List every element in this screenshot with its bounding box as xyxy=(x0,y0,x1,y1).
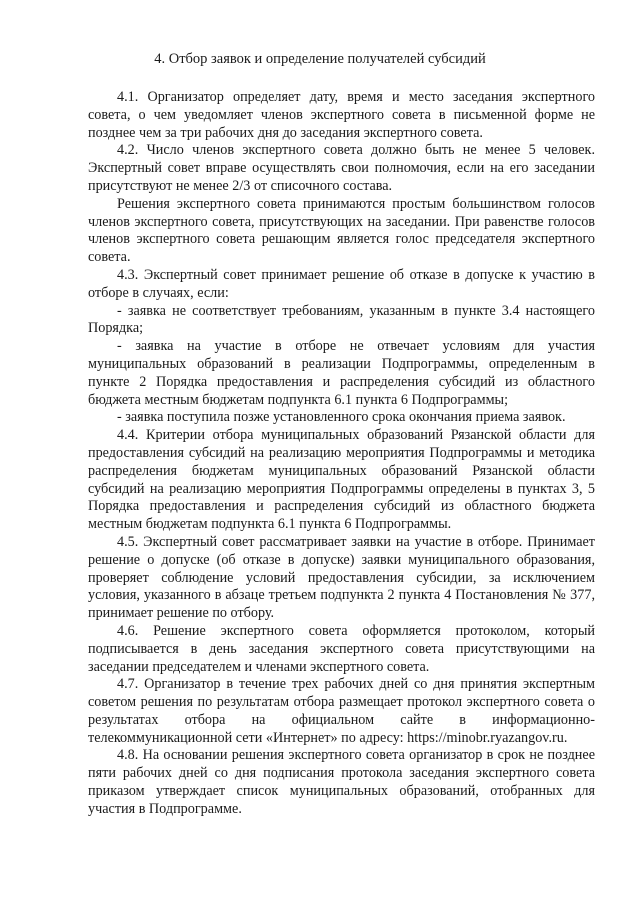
paragraph-4-5: 4.5. Экспертный совет рассматривает заявки на участие в отборе. Принимает решение о допуске (об отказе в допуске) заявки муниципального образования, проверяет соблюдение условий предоставления субсидии, за исключением условия, указанного в абзаце третьем подпункта 2 пункта 4 Постановления № 377, принимает решение по отбору. xyxy=(88,533,595,622)
rejection-reasons-list xyxy=(88,303,595,428)
paragraph-4-1: 4.1. Организатор определяет дату, время и место заседания экспертного совета, о чем уведомляет членов экспертного совета в письменной форме не позднее чем за три рабочих дня до заседания экспертного совета. xyxy=(88,89,595,141)
paragraph-4-2-decisions: Решения экспертного совета принимаются простым большинством голосов членов экспертного совета, присутствующих на заседании. При равенстве голосов членов экспертного совета решающим является голос председателя экспертного совета. xyxy=(88,195,595,266)
paragraph-4-6: 4.6. Решение экспертного совета оформляется протоколом, который подписывается в день заседания экспертного совета присутствующими на заседании председателем и членами экспертного совета. xyxy=(88,622,595,675)
list-item: - заявка не соответствует требованиям, указанным в пункте 3.4 настоящего Порядка; xyxy=(88,302,595,337)
list-item: - заявка поступила позже установленного срока окончания приема заявок. xyxy=(117,409,566,426)
section-title: 4. Отбор заявок и определение получателей субсидий xyxy=(154,51,486,67)
paragraph-4-3: 4.3. Экспертный совет принимает решение об отказе в допуске к участию в отборе в случаях, если: xyxy=(88,266,595,301)
paragraph-4-7: 4.7. Организатор в течение трех рабочих дней со дня принятия экспертным советом решения по результатам отбора размещает протокол экспертного совета о результатах отбора на официальном сайте в информационно-телекоммуникационной сети «Интернет» по адресу: https://minobr.ryazangov.ru. xyxy=(88,676,595,746)
paragraph-4-2: 4.2. Число членов экспертного совета должно быть не менее 5 человек. Экспертный совет вправе осуществлять свои полномочия, если на его заседании присутствуют не менее 2/3 от списочного состава. xyxy=(88,142,595,194)
paragraph-4-4: 4.4. Критерии отбора муниципальных образований Рязанской области для предоставления субсидий на реализацию мероприятия Подпрограммы и методика распределения бюджетам муниципальных образований Рязанской области субсидий на реализацию мероприятия Подпрограммы определены в пунктах 3, 5 Порядка предоставления и распределения субсидий из областного бюджета местным бюджетам подпункта 6.1 пункта 6 Подпрограммы. xyxy=(88,427,595,533)
list-item: - заявка на участие в отборе не отвечает условиям для участия муниципальных образований в реализации Подпрограммы, определенным в пункте 2 Порядка предоставления и распределения субсидий из областного бюджета местным бюджетам подпункта 6.1 пункта 6 Подпрограммы; xyxy=(88,338,595,408)
section-body xyxy=(88,89,595,819)
paragraph-4-8: 4.8. На основании решения экспертного совета организатор в срок не позднее пяти рабочих дней со дня подписания протокола заседания экспертного совета приказом утверждает список муниципальных образований, отобранных для участия в Подпрограмме. xyxy=(88,747,595,817)
